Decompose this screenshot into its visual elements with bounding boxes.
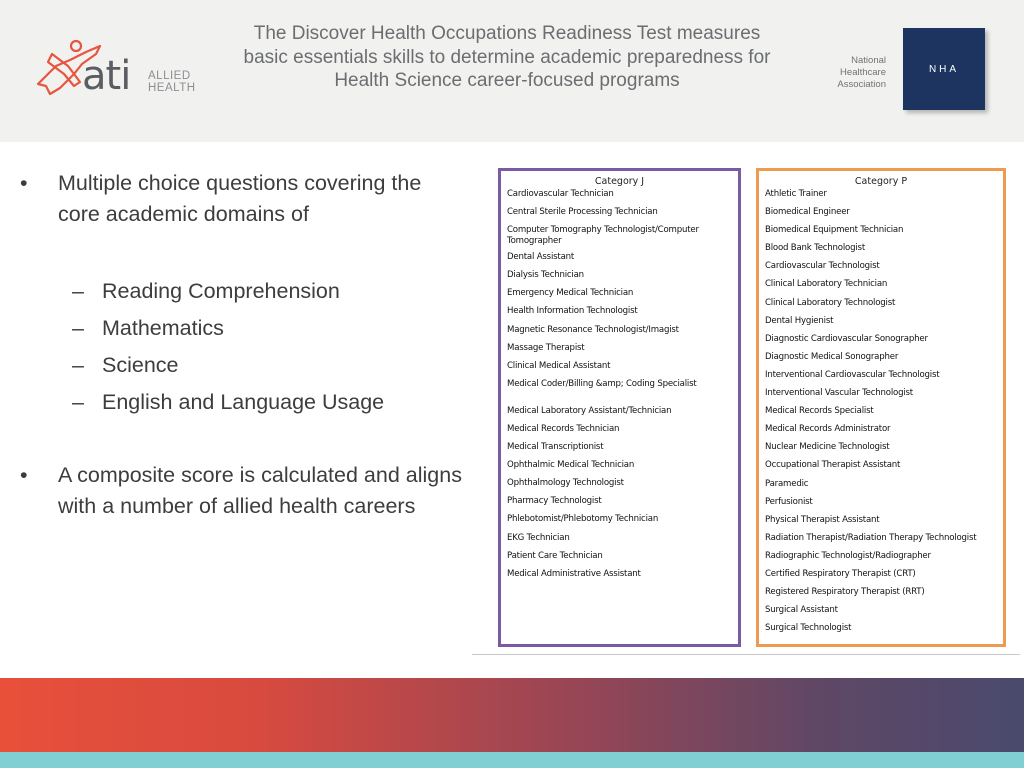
table-divider [472, 654, 1020, 655]
category-j-item: Massage Therapist [507, 342, 585, 353]
category-j-item: Central Sterile Processing Technician [507, 207, 658, 218]
category-p-item: Athletic Trainer [765, 189, 827, 199]
nha-name-line1: National [851, 55, 886, 66]
category-j-item: Dialysis Technician [507, 270, 584, 281]
category-p-item: Interventional Cardiovascular Technologist [765, 369, 940, 380]
category-p-item: Physical Therapist Assistant [765, 514, 880, 525]
category-j-item: EKG Technician [507, 532, 570, 543]
category-p-item: Registered Respiratory Therapist (RRT) [765, 587, 925, 598]
category-j-item: Ophthalmic Medical Technician [507, 460, 635, 471]
ati-tagline [148, 70, 196, 94]
category-j-item: Magnetic Resonance Technologist/Imagist [507, 324, 679, 335]
bullet-text: Multiple choice questions covering the core academic domains of [58, 171, 422, 226]
dash: – [72, 390, 84, 414]
category-j-item: Phlebotomist/Phlebotomy Technician [507, 514, 659, 525]
category-j-item: Cardiovascular Technician [507, 189, 614, 199]
category-p-item: Blood Bank Technologist [765, 243, 865, 254]
sub-bullet-text: Reading Comprehension [102, 279, 340, 303]
sub-bullet-text: Mathematics [102, 316, 224, 340]
slide-title: The Discover Health Occupations Readiness Test measures basic essentials skills to determine academic preparedness for Health Science career-focused programs [243, 23, 771, 91]
category-p-item: Cardiovascular Technologist [765, 261, 880, 272]
category-j-item: Medical Records Technician [507, 423, 620, 434]
dash: – [72, 316, 84, 340]
category-p-box [756, 168, 1006, 647]
category-p-item: Certified Respiratory Therapist (CRT) [765, 568, 916, 579]
category-p-item: Interventional Vascular Technologist [765, 388, 913, 399]
category-j-item: Dental Assistant [507, 252, 575, 263]
category-p-item: Paramedic [765, 478, 809, 489]
category-j-item: Medical Transcriptionist [507, 442, 604, 453]
category-p-item: Nuclear Medicine Technologist [765, 442, 890, 453]
footer-strip [0, 752, 1024, 768]
category-p-item: Occupational Therapist Assistant [765, 460, 901, 471]
category-p-item: Radiation Therapist/Radiation Therapy Technologist [765, 532, 977, 543]
category-j-item: Medical Laboratory Assistant/Technician [507, 405, 672, 416]
nha-name [818, 55, 886, 91]
category-p-item: Biomedical Engineer [765, 207, 850, 218]
category-p-item: Medical Records Specialist [765, 406, 874, 417]
ati-wordmark: ati [82, 53, 131, 99]
category-p-item: Surgical Assistant [765, 605, 838, 616]
dash: – [72, 353, 84, 377]
bullet-dot: • [20, 463, 28, 487]
category-j-item: Medical Coder/Billing &amp; Coding Specialist [507, 378, 697, 389]
header-band [0, 0, 1024, 142]
category-p-title: Category P [854, 176, 908, 187]
category-p-item: Clinical Laboratory Technologist [765, 297, 896, 308]
category-j-item: Pharmacy Technologist [507, 496, 602, 507]
category-p-item: Perfusionist [765, 496, 813, 507]
category-p-list [765, 189, 999, 641]
dash: – [72, 279, 84, 303]
sub-bullet-text: English and Language Usage [102, 390, 385, 414]
category-j-item: Medical Administrative Assistant [507, 568, 641, 579]
category-p-item: Biomedical Equipment Technician [765, 225, 904, 236]
category-j-item: Ophthalmology Technologist [507, 478, 624, 489]
category-j-box [498, 168, 741, 647]
category-p-item: Diagnostic Medical Sonographer [765, 351, 899, 362]
sub-bullet-text: Science [102, 353, 179, 377]
category-j-item: Computer Tomography Technologist/Computer Tomographer [507, 225, 699, 247]
category-j-item: Patient Care Technician [507, 550, 603, 561]
category-j-title: Category J [594, 176, 645, 187]
bullet-text: A composite score is calculated and aligns with a number of allied health careers [58, 463, 462, 518]
bullet-dot: • [20, 171, 28, 195]
nha-name-line3: Association [837, 79, 886, 90]
ati-tagline-line1: ALLIED [148, 70, 191, 82]
career-categories-table [470, 160, 1020, 654]
category-j-item: Emergency Medical Technician [507, 288, 634, 299]
nha-badge: NHA [903, 28, 985, 110]
category-p-item: Dental Hygienist [765, 315, 834, 326]
category-j-list [507, 189, 734, 587]
category-p-item: Clinical Laboratory Technician [765, 279, 888, 290]
category-j-item: Clinical Medical Assistant [507, 360, 611, 371]
ati-tagline-line2: HEALTH [148, 82, 196, 94]
nha-name-line2: Healthcare [840, 67, 886, 78]
category-j-item: Health Information Technologist [507, 306, 638, 317]
category-p-item: Medical Records Administrator [765, 424, 891, 435]
ati-allied-health-logo [30, 36, 210, 106]
category-p-item: Diagnostic Cardiovascular Sonographer [765, 333, 928, 344]
footer-gradient-band [0, 678, 1024, 752]
category-p-item: Radiographic Technologist/Radiographer [765, 550, 931, 561]
category-p-item: Surgical Technologist [765, 623, 852, 634]
